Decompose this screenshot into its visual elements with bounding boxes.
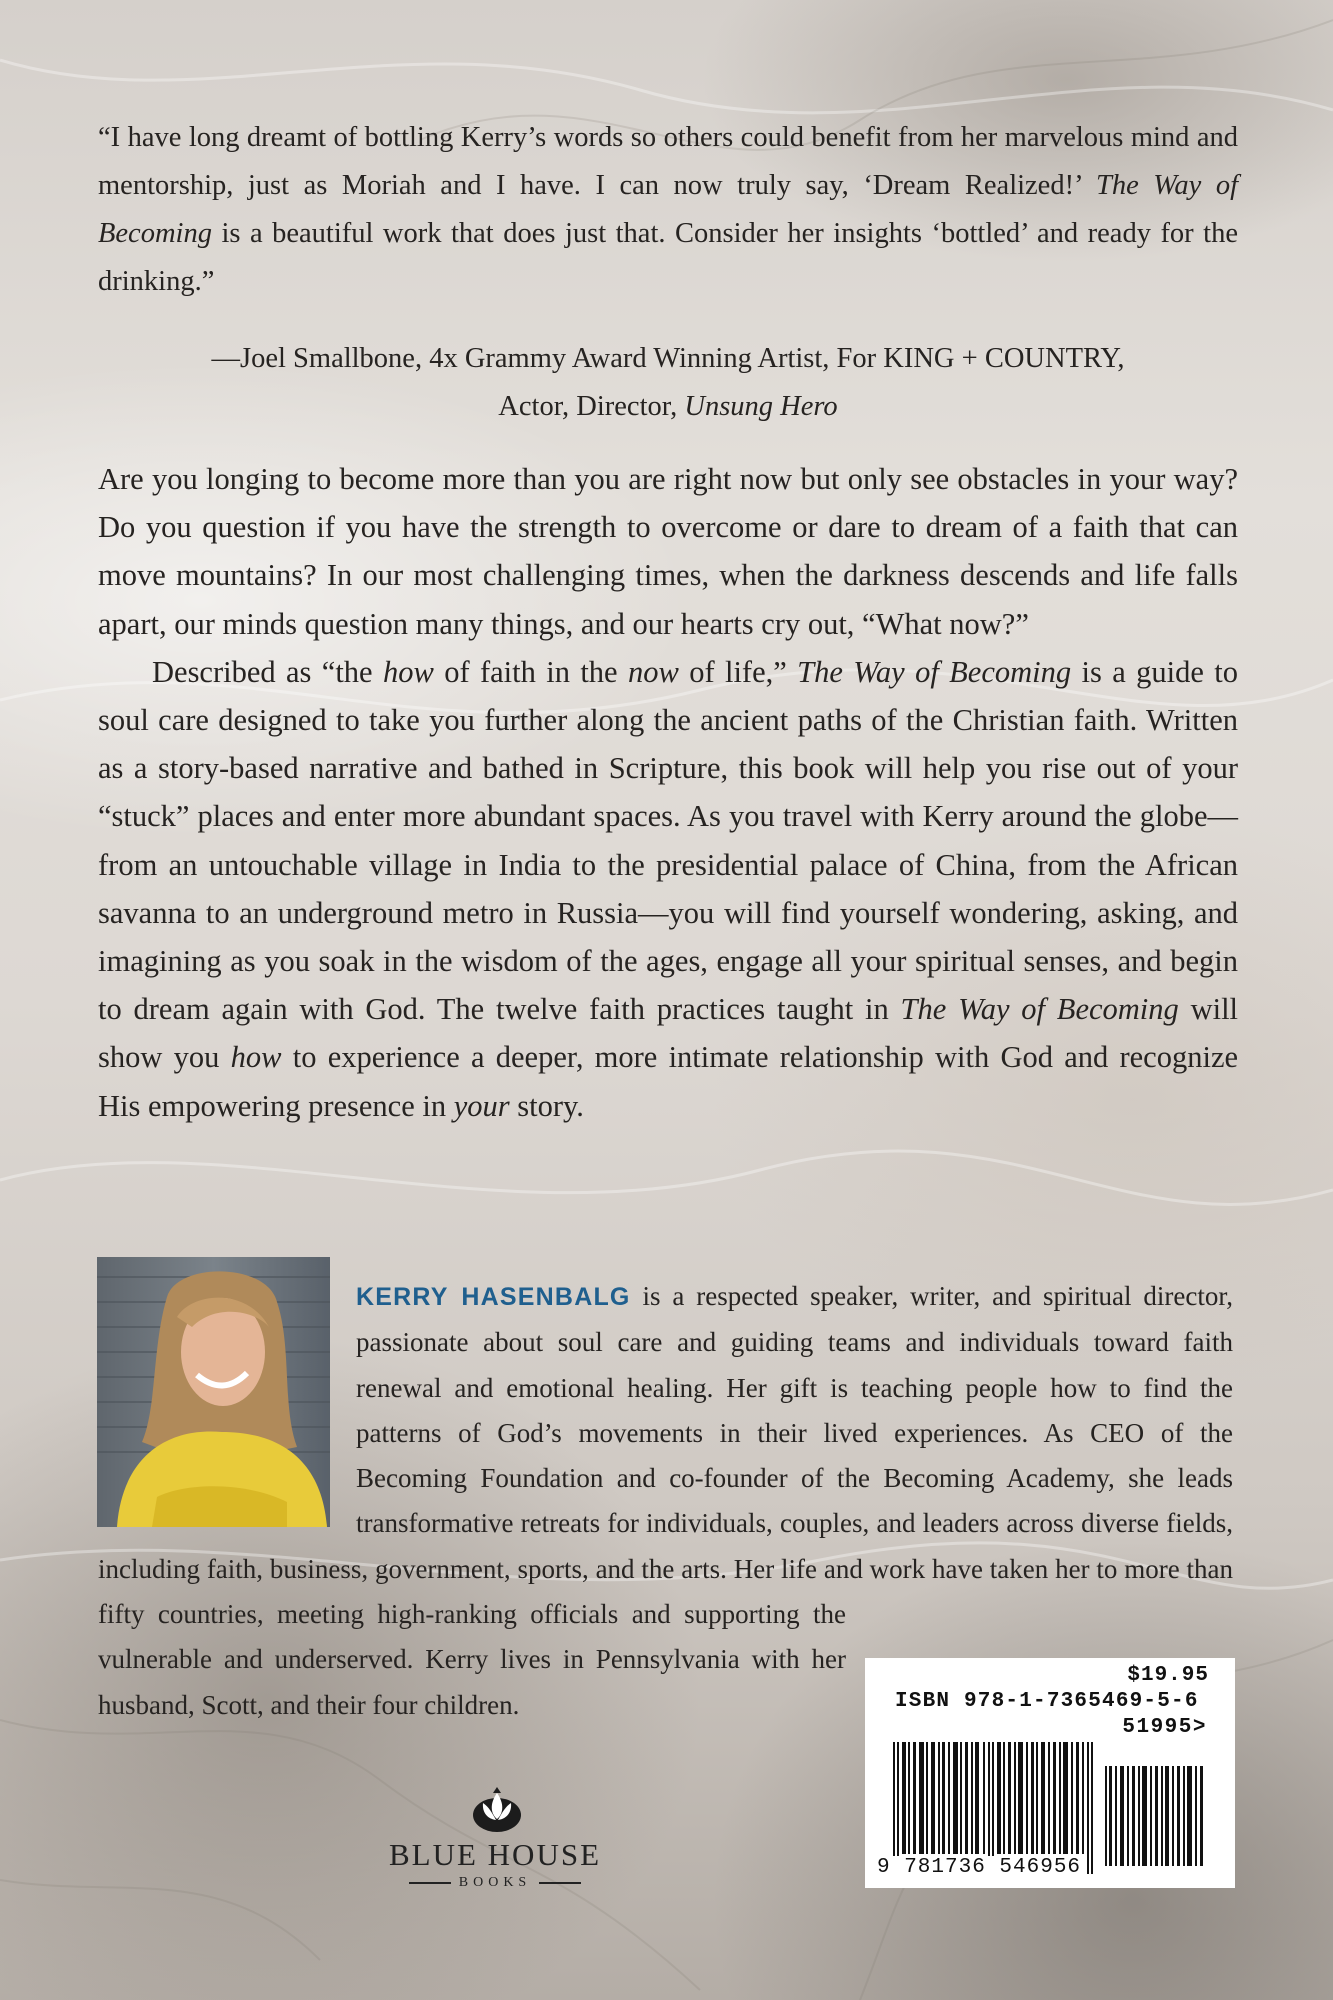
attribution-line-2 — [98, 383, 1238, 431]
left-rule — [409, 1882, 451, 1884]
quote-text — [98, 114, 1238, 306]
quote-book-title: The Way of Becoming — [98, 170, 1238, 249]
right-rule — [539, 1882, 581, 1884]
quote-ending: is a beautiful work that does just that. Consider her insights ‘bottled’ and ready for the drinking.” — [98, 218, 1238, 297]
lotus-house-icon — [470, 1785, 524, 1835]
book-description — [98, 455, 1238, 1130]
isbn-barcode — [865, 1658, 1235, 1888]
endorsement-quote — [98, 114, 1238, 306]
author-name: KERRY HASENBALG — [356, 1283, 631, 1311]
description-paragraph-1: Are you longing to become more than you are right now but only see obstacles in your way? Do you question if you have the strength to overcome or dare to dream of a faith that can move mountains? In our most challenging times, when the darkness descends and life falls apart, our minds question many things, and our hearts cry out, “What now?” — [98, 462, 1238, 641]
photo-space — [98, 1257, 356, 1529]
price-addon-code: 51995> — [1122, 1716, 1207, 1739]
attribution-film-title: Unsung Hero — [684, 391, 838, 422]
quote-body: “I have long dreamt of bottling Kerry’s words so others could benefit from her marvelous mind and mentorship, just as Moriah and I have. I can now truly say, ‘Dream Realized!’ — [98, 122, 1238, 201]
addon-barcode-bars — [1105, 1766, 1205, 1866]
attribution-roles: Actor, Director, — [498, 391, 678, 422]
description-paragraph-2: Described as “the how of faith in the now of life,” The Way of Becoming is a guide to soul care designed to take you further along the ancient paths of the Christian faith. Written as a story-based narrative and bathed in Scripture, this book will help you rise out of your “stuck” places and enter more abundant spaces. As you travel with Kerry around the globe—from an untouchable village in India to the presidential palace of China, from the African savanna to an underground metro in Russia—you will find yourself wondering, asking, and imagining as you soak in the wisdom of the ages, engage all your spiritual senses, and begin to dream again with God. The twelve faith practices taught in The Way of Becoming will show you how to experience a deeper, more intimate relationship with God and recognize His empowering presence in your story. — [98, 654, 1239, 1123]
endorsement-attribution — [98, 335, 1238, 431]
isbn-label: ISBN 978-1-7365469-5-6 — [895, 1690, 1199, 1713]
author-bio-body: is a respected speaker, writer, and spiritual director, passionate about soul care and guiding teams and individuals toward faith renewal and emotional healing. Her gift is teaching people how to find the patterns of God’s movements in their lived experiences. As CEO of the Becoming Foundation and co-founder of the Becoming Academy, she leads transformative retreats for individuals, couples, and leaders across diverse fields, including faith, business, government, sports, and the arts. Her life and work have taken her to more than fifty countries, meeting high-ranking officials and supporting the vulnerable and underserved. Kerry lives in Pennsylvania with her husband, Scott, and their four children. — [98, 1281, 1234, 1720]
publisher-logo — [380, 1785, 610, 1895]
bio-spacer — [1233, 1274, 1234, 1634]
publisher-name: BLUE HOUSE — [388, 1837, 602, 1872]
attribution-line-1: —Joel Smallbone, 4x Grammy Award Winning Artist, For KING + COUNTRY, — [211, 343, 1125, 374]
publisher-sub-text: BOOKS — [458, 1875, 532, 1890]
ean-number: 9 781736 546956 — [877, 1856, 1082, 1879]
price-label: $19.95 — [1127, 1664, 1209, 1687]
publisher-subtitle — [380, 1875, 610, 1891]
ean-barcode-bars — [893, 1742, 1093, 1874]
